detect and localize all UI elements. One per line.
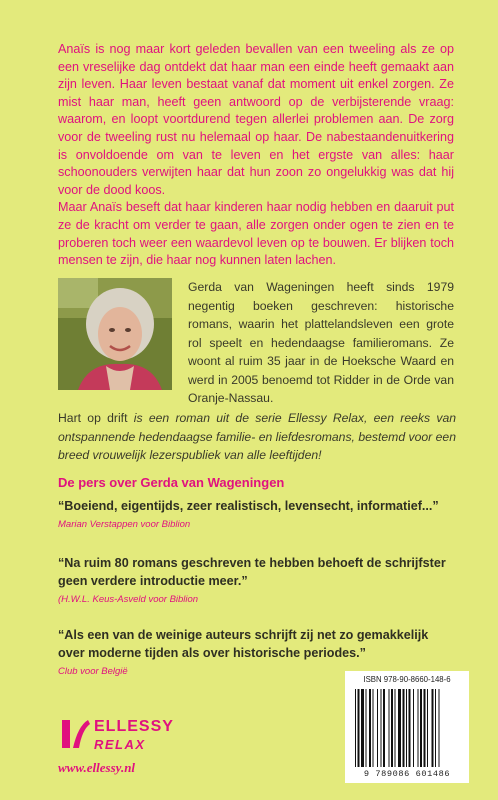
book-title: Hart op drift: [58, 411, 128, 425]
publisher-sub: RELAX: [94, 737, 146, 752]
synopsis-paragraph-1: Anaïs is nog maar kort geleden bevallen van een tweeling als ze op een vreselijke dag ontdekt dat haar man een einde heeft gemaakt aan zijn leven. Haar leven bestaat vanaf dat moment uit enkel zorgen. Ze mist haar man, heeft geen antwoord op de verbijsterende vraag: waarom, en loopt voortdurend tegen allerlei problemen aan. De zorg voor de tweeling rust nu helemaal op haar. De nabestaandenuitkering is onvoldoende om van te leven en het ergste van alles: haar schoonouders verwijten haar dat hun zoon zo ongelukkig was dat hij voor de dood koos.: [58, 42, 454, 197]
press-quote-2: “Na ruim 80 romans geschreven te hebben behoeft de schrijfster geen verdere introductie meer.”: [58, 556, 446, 588]
publisher-website[interactable]: www.ellessy.nl: [58, 760, 136, 775]
synopsis-paragraph-2: Maar Anaïs beseft dat haar kinderen haar nodig hebben en daaruit put ze de kracht om verder te gaan, alle zorgen onder ogen te zien en te proberen toch weer een waardevol leven op te bouwen. Er blijken toch mensen te zijn, die haar nog kunnen laten lachen.: [58, 200, 454, 268]
ellessy-logo-icon: [58, 718, 92, 752]
barcode-bars: [345, 671, 469, 783]
press-quote-2-source: (H.W.L. Keus-Asveld voor Biblion: [58, 594, 199, 605]
author-portrait-image: [58, 278, 172, 390]
author-photo: [58, 278, 172, 390]
press-quote-3-source: Club voor België: [58, 666, 128, 677]
press-heading: De pers over Gerda van Wageningen: [58, 475, 285, 490]
synopsis: [58, 41, 454, 270]
series-description: [58, 409, 456, 465]
publisher-name: ELLESSY: [94, 718, 174, 735]
press-quote-1: “Boeiend, eigentijds, zeer realistisch, levensecht, informatief...”: [58, 499, 439, 513]
isbn-number: ISBN 978-90-8660-148-6: [363, 675, 451, 684]
author-bio: Gerda van Wageningen heeft sinds 1979 negentig boeken geschreven: historische romans, waarin het plattelandsleven een grote rol speelt en hedendaagse familieromans. Ze woont al ruim 35 jaar in de Hoeksche Waard en werd in 2005 benoemd tot Ridder in de Orde van Oranje-Nassau.: [188, 280, 454, 405]
press-quote-3: “Als een van de weinige auteurs schrijft zij net zo gemakkelijk over moderne tijden als over historische periodes.”: [58, 628, 429, 660]
series-text: is een roman uit de serie Ellessy Relax, een reeks van ontspannende hedendaagse familie- en liefdesromans, bestemd voor een breed vrouwelijk lezerspubliek van alle leeftijden!: [58, 411, 456, 462]
press-quote-1-source: Marian Verstappen voor Biblion: [58, 519, 191, 530]
barcode: [345, 671, 469, 783]
barcode-digits: 9 789086 601486: [363, 769, 451, 779]
